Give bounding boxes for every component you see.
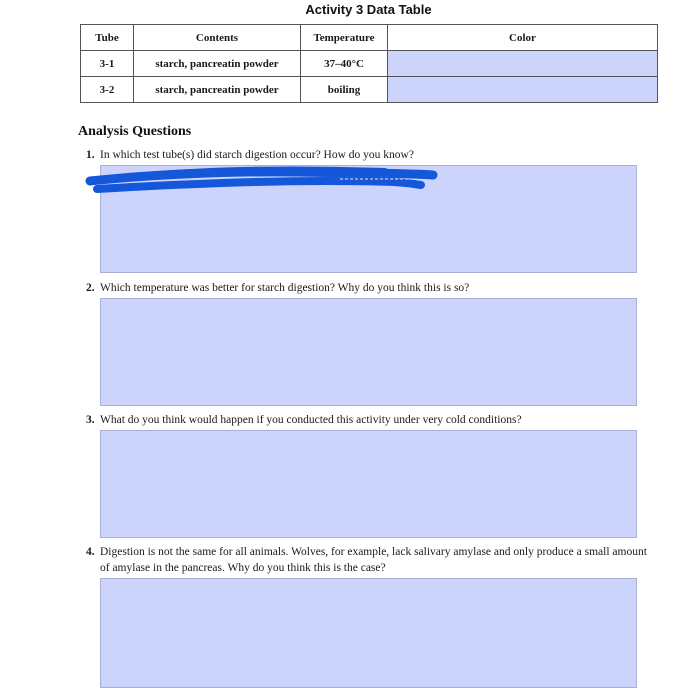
- answer-field-4[interactable]: [100, 578, 637, 688]
- cell-contents: starch, pancreatin powder: [134, 77, 301, 103]
- header-color: Color: [388, 25, 658, 51]
- question-text: In which test tube(s) did starch digestion occur? How do you know?: [100, 149, 414, 161]
- data-table: [80, 24, 658, 103]
- answer-field-3[interactable]: [100, 430, 637, 538]
- header-contents: Contents: [134, 25, 301, 51]
- header-tube: Tube: [81, 25, 134, 51]
- question-3: [86, 412, 656, 428]
- header-temperature: Temperature: [301, 25, 388, 51]
- question-number: 2.: [86, 282, 95, 294]
- cell-tube: 3-1: [81, 51, 134, 77]
- cell-contents: starch, pancreatin powder: [134, 51, 301, 77]
- cell-tube: 3-2: [81, 77, 134, 103]
- page-title: Activity 3 Data Table: [305, 2, 432, 17]
- question-number: 1.: [86, 149, 95, 161]
- question-4: [86, 544, 656, 576]
- question-text: What do you think would happen if you conducted this activity under very cold conditions?: [100, 414, 522, 426]
- color-input-field[interactable]: [388, 77, 658, 103]
- cell-temperature: boiling: [301, 77, 388, 103]
- answer-field-2[interactable]: [100, 298, 637, 406]
- question-text: Which temperature was better for starch digestion? Why do you think this is so?: [100, 282, 470, 294]
- question-number: 3.: [86, 414, 95, 426]
- question-text: Digestion is not the same for all animals. Wolves, for example, lack salivary amylase and only produce a small amount of amylase in the pancreas. Why do you think this is the case?: [100, 546, 647, 574]
- redaction-scribble: [85, 163, 445, 197]
- question-2: [86, 280, 656, 296]
- cell-temperature: 37–40°C: [301, 51, 388, 77]
- table-row: [81, 77, 658, 103]
- question-1: [86, 147, 656, 163]
- question-number: 4.: [86, 546, 95, 558]
- analysis-heading: Analysis Questions: [78, 124, 192, 139]
- table-header-row: [81, 25, 658, 51]
- color-input-field[interactable]: [388, 51, 658, 77]
- table-row: [81, 51, 658, 77]
